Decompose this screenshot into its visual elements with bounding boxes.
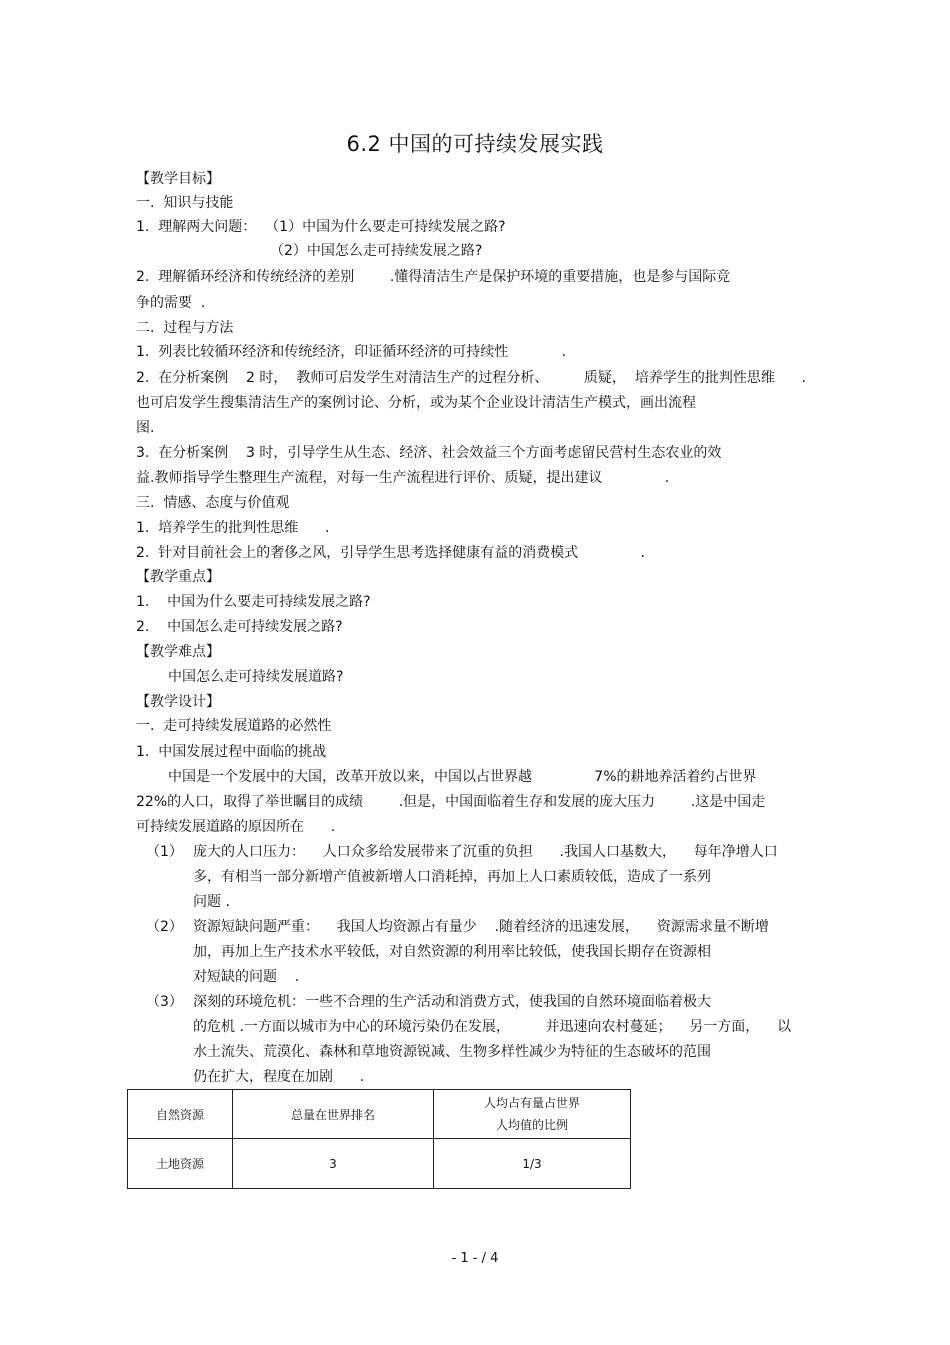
text-line: 2. 针对目前社会上的奢侈之风，引导学生思考选择健康有益的消费模式 .: [136, 545, 646, 561]
section-heading: 【教学重点】: [136, 569, 220, 585]
text-line: 加，再加上生产技术水平较低，对自然资源的利用率比较低，使我国长期存在资源相: [193, 944, 711, 960]
table-row: [128, 1139, 631, 1189]
text-line: 1. 培养学生的批判性思维 .: [136, 520, 330, 536]
text-line: 3. 在分析案例 3 时，引导学生从生态、经济、社会效益三个方面考虑留民营村生态农业的效: [136, 445, 722, 461]
text-line: 的危机 .一方面以城市为中心的环境污染仍在发展， 并迅速向农村蔓延； 另一方面， 以: [193, 1019, 792, 1035]
text-line: 22%的人口，取得了举世瞩目的成绩 .但是，中国面临着生存和发展的庞大压力 .这是中国走: [136, 794, 766, 810]
table-header-cell: [434, 1090, 631, 1139]
text-line: 中国怎么走可持续发展道路?: [168, 669, 344, 685]
text-line: 益.教师指导学生整理生产流程，对每一生产流程进行评价、质疑，提出建议 .: [136, 470, 670, 486]
text-line: 水土流失、荒漠化、森林和草地资源锐减、生物多样性减少为特征的生态破坏的范围: [193, 1044, 711, 1060]
text-line: 三. 情感、态度与价值观: [136, 495, 290, 511]
text-line: 深刻的环境危机：一些不合理的生产活动和消费方式，使我国的自然环境面临着极大: [193, 994, 711, 1010]
item-label: （2）: [146, 919, 183, 935]
text-line: 问题 .: [193, 894, 230, 910]
item-label: （1）: [146, 844, 183, 860]
text-line: 二. 过程与方法: [136, 320, 234, 336]
table-cell: 1/3: [434, 1139, 631, 1189]
table-header-cell: 总量在世界排名: [233, 1090, 434, 1139]
section-heading: 【教学设计】: [136, 694, 220, 710]
resource-table: [127, 1089, 631, 1189]
text-line: 1. 列表比较循环经济和传统经济，印证循环经济的可持续性 .: [136, 344, 567, 360]
page-title: 6.2 中国的可持续发展实践: [346, 132, 604, 156]
text-line: 一. 知识与技能: [136, 195, 234, 211]
table-header-line: 人均占有量占世界: [483, 1096, 580, 1110]
table-header-line: 人均值的比例: [495, 1118, 568, 1132]
text-line: 一. 走可持续发展道路的必然性: [136, 718, 332, 734]
text-line: 图.: [136, 420, 155, 436]
text-line: 仍在扩大，程度在加剧 .: [193, 1069, 365, 1085]
table-cell: 3: [233, 1139, 434, 1189]
table-header-cell: 自然资源: [128, 1090, 233, 1139]
text-line: 也可启发学生搜集清洁生产的案例讨论、分析，或为某个企业设计清洁生产模式，画出流程: [136, 395, 696, 411]
text-line: 多，有相当一部分新增产值被新增人口消耗掉，再加上人口素质较低，造成了一系列: [193, 869, 711, 885]
section-heading: 【教学目标】: [136, 171, 220, 187]
text-line: 可持续发展道路的原因所在 .: [136, 819, 336, 835]
text-line: 2. 中国怎么走可持续发展之路?: [136, 619, 343, 635]
text-line: 1. 中国为什么要走可持续发展之路?: [136, 594, 371, 610]
text-line: 资源短缺问题严重： 我国人均资源占有量少 .随着经济的迅速发展， 资源需求量不断增: [193, 919, 769, 935]
item-label: （3）: [146, 994, 183, 1010]
table-header-row: [128, 1090, 631, 1139]
page-number: - 1 - / 4: [451, 1251, 499, 1266]
text-line: 1. 中国发展过程中面临的挑战: [136, 744, 327, 760]
section-heading: 【教学难点】: [136, 644, 220, 660]
text-line: 中国是一个发展中的大国，改革开放以来，中国以占世界越 7%的耕地养活着约占世界: [168, 769, 757, 785]
text-line: 1. 理解两大问题： （1）中国为什么要走可持续发展之路?: [136, 219, 506, 235]
text-line: 2. 在分析案例 2 时， 教师可启发学生对清洁生产的过程分析、 质疑， 培养学生的批判性思维 .: [136, 370, 806, 386]
text-line: （2）中国怎么走可持续发展之路?: [270, 243, 483, 259]
text-line: 2. 理解循环经济和传统经济的差别 .懂得清洁生产是保护环境的重要措施，也是参与国际竞: [136, 269, 731, 285]
text-line: 庞大的人口压力： 人口众多给发展带来了沉重的负担 .我国人口基数大， 每年净增人口: [193, 844, 778, 860]
text-line: 争的需要 .: [136, 295, 206, 311]
table-cell: 土地资源: [128, 1139, 233, 1189]
text-line: 对短缺的问题 .: [193, 969, 300, 985]
